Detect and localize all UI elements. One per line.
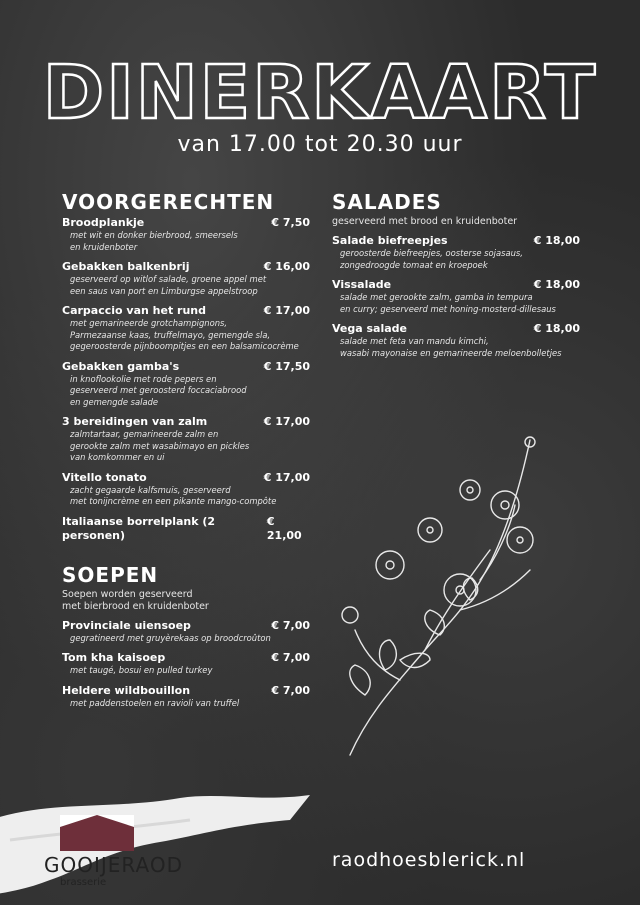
menu-hours: van 17.00 tot 20.30 uur: [177, 132, 463, 157]
blossom-icon: [342, 437, 535, 623]
item-description: in knoflookolie met rode pepers en: [70, 373, 217, 384]
item-description: met gemarineerde grotchampignons,: [70, 318, 228, 328]
brand-logo: [44, 815, 183, 888]
menu-item: [62, 415, 310, 464]
right-column: [332, 190, 580, 366]
soepen-heading: SOEPEN: [62, 562, 159, 587]
item-name: Italiaanse borrelplank (2 personen): [62, 514, 216, 542]
item-description: met tonijncrème en een pikante mango-compôte: [70, 496, 277, 506]
item-description: Parmezaanse kaas, truffelmayo, gemengde sla,: [70, 329, 271, 340]
item-name: Salade biefreepjes: [332, 234, 448, 247]
menu-item: [62, 471, 310, 508]
menu-item: [62, 651, 310, 677]
menu-item: [62, 360, 310, 409]
website-url[interactable]: raodhoesblerick.nl: [332, 849, 526, 871]
item-name: Vega salade: [332, 322, 407, 335]
item-name: Vissalade: [332, 278, 392, 291]
item-price: € 17,00: [263, 470, 310, 484]
voorgerechten-heading: VOORGERECHTEN: [62, 190, 275, 214]
item-description: gegratineerd met gruyèrekaas op broodcroûton: [70, 632, 271, 643]
menu-item: [332, 322, 580, 359]
item-name: Tom kha kaisoep: [62, 651, 166, 664]
salades-heading: SALADES: [332, 190, 442, 214]
item-description: en curry; geserveerd met honing-mosterd-dillesaus: [340, 303, 556, 314]
item-name: Carpaccio van het rund: [62, 304, 207, 317]
item-name: Gebakken gamba's: [62, 359, 180, 373]
item-description: gegeroosterde pijnboompitjes en een balsamicocrème: [70, 341, 299, 351]
logo-house-icon: [60, 815, 134, 851]
menu-title: DINERKAART: [42, 50, 598, 136]
item-name: 3 bereidingen van zalm: [62, 415, 208, 428]
leaf-icon: [350, 578, 478, 695]
item-name: Gebakken balkenbrij: [62, 260, 190, 273]
item-price: € 17,00: [263, 304, 310, 317]
item-description: een saus van port en Limburgse appelstroop: [70, 285, 258, 296]
menu-item: [62, 216, 310, 253]
menu-item: [62, 619, 310, 645]
item-name: Provinciale uiensoep: [62, 618, 191, 632]
item-name: Heldere wildbouillon: [62, 683, 191, 697]
logo-subtitle: brasserie: [60, 877, 107, 888]
item-description: zacht gegaarde kalfsmuis, geserveerd: [70, 484, 231, 495]
item-description: met paddenstoelen en ravioli van truffel: [70, 697, 240, 708]
flower-stem-icon: [350, 440, 530, 755]
menu-item: [62, 304, 310, 353]
item-description: met taugé, bosui en pulled turkey: [70, 665, 213, 675]
item-price: € 18,00: [533, 234, 580, 247]
item-description: geroosterde biefreepjes, oosterse sojasaus,: [340, 248, 523, 258]
item-price: € 7,00: [271, 683, 310, 697]
item-name: Broodplankje: [62, 216, 145, 229]
menu-item: [332, 278, 580, 315]
item-price: € 18,00: [533, 278, 580, 291]
soepen-note-line: met bierbrood en kruidenboter: [62, 600, 209, 612]
soepen-note-line: Soepen worden geserveerd: [62, 588, 193, 600]
item-description: van komkommer en ui: [70, 452, 165, 462]
item-name: Vitello tonato: [62, 470, 147, 484]
item-price: € 16,00: [263, 260, 310, 273]
item-description: salade met feta van mandu kimchi,: [340, 336, 489, 346]
soepen-section: [62, 563, 310, 710]
menu-item: [62, 515, 310, 543]
item-description: geserveerd op witlof salade, groene appel met: [70, 274, 267, 284]
item-description: zalmtartaar, gemarineerde zalm en: [70, 429, 219, 439]
item-price: € 21,00: [266, 514, 302, 542]
flower-illustration: [330, 430, 570, 760]
left-column: [62, 190, 310, 716]
item-description: wasabi mayonaise en gemarineerde meloenbolletjes: [340, 347, 562, 358]
item-price: € 7,00: [271, 651, 310, 664]
item-description: met wit en donker bierbrood, smeersels: [70, 230, 238, 240]
item-description: en gemengde salade: [70, 396, 159, 407]
item-description: geserveerd met geroosterd foccaciabrood: [70, 385, 247, 395]
item-description: en kruidenboter: [70, 241, 138, 252]
item-price: € 7,00: [271, 618, 310, 632]
soepen-note: [62, 589, 310, 613]
item-price: € 17,00: [263, 415, 310, 428]
item-price: € 7,50: [271, 216, 310, 229]
item-description: gerookte zalm met wasabimayo en pickles: [70, 440, 250, 451]
menu-item: [62, 684, 310, 710]
item-description: salade met gerookte zalm, gamba in tempura: [340, 292, 533, 302]
menu-item: [62, 260, 310, 297]
item-price: € 18,00: [533, 322, 580, 335]
salades-note: geserveerd met brood en kruidenboter: [332, 216, 518, 227]
item-description: zongedroogde tomaat en kroepoek: [340, 259, 488, 270]
item-price: € 17,50: [263, 359, 310, 373]
menu-item: [332, 234, 580, 271]
logo-name: GOOIJERAOD: [44, 853, 183, 877]
